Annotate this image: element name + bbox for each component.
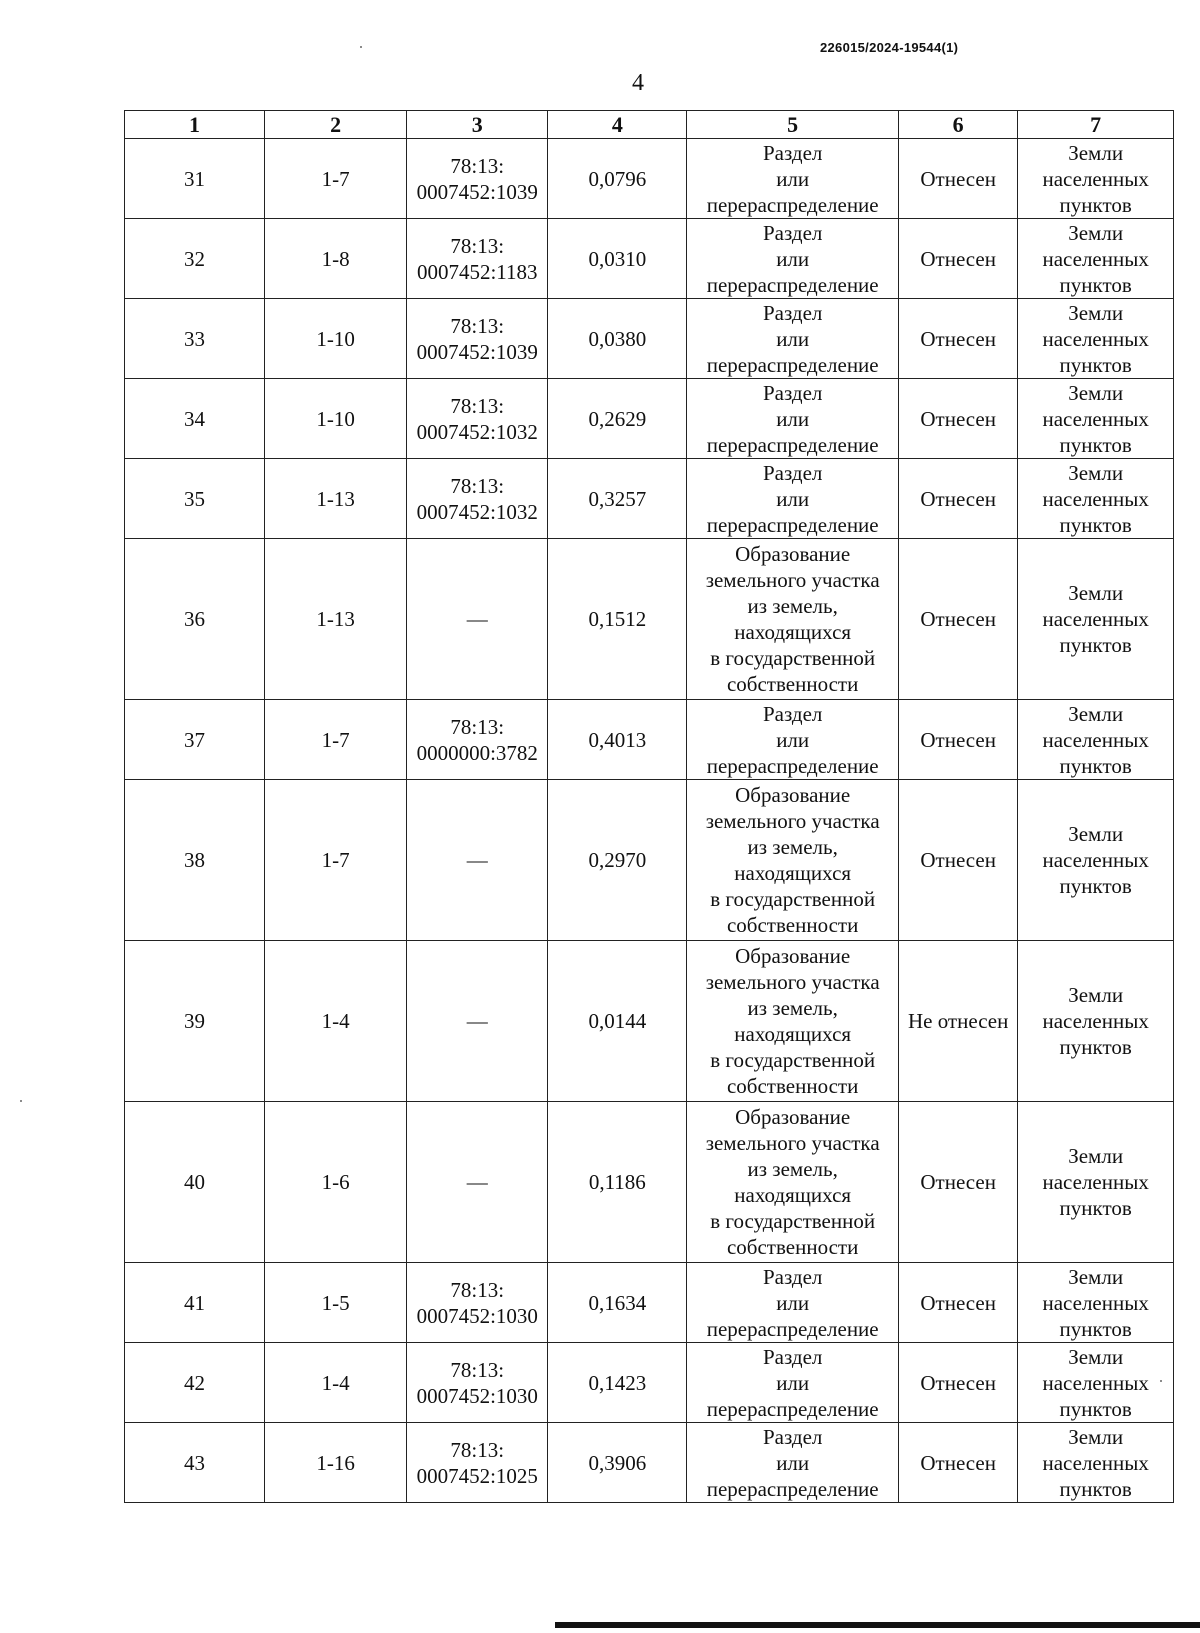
category-line: пунктов	[1059, 192, 1132, 217]
zone-code-cell	[265, 700, 407, 780]
status-text: Отнесен	[920, 607, 996, 631]
category-line: пунктов	[1059, 352, 1132, 377]
area-cell	[548, 700, 687, 780]
category-cell	[1018, 539, 1174, 700]
operation-cell	[687, 700, 899, 780]
cadastral-suffix: 0007452:1032	[416, 499, 538, 524]
zone-code: 1-7	[321, 848, 350, 872]
cadastral-suffix: 0007452:1039	[416, 179, 538, 204]
zone-code: 1-16	[316, 1450, 355, 1475]
category-line: населенных	[1042, 607, 1149, 631]
operation-line: перераспределение	[706, 192, 879, 217]
area-value: 0,0310	[588, 246, 647, 271]
cadastral-number-cell	[407, 1343, 548, 1423]
cadastral-number-cell	[407, 1102, 548, 1263]
status-text: Отнесен	[920, 1370, 996, 1395]
cadastral-suffix: 0007452:1039	[416, 339, 538, 364]
area-cell	[548, 539, 687, 700]
operation-line: Образование	[735, 783, 851, 807]
operation-line: перераспределение	[706, 432, 879, 457]
operation-line: Раздел	[762, 1424, 823, 1449]
category-line: пунктов	[1059, 753, 1132, 778]
operation-line: Раздел	[762, 701, 823, 726]
table-row	[125, 1263, 1174, 1343]
cadastral-prefix: 78:13:	[450, 1357, 505, 1382]
status-text: Отнесен	[920, 727, 996, 752]
status-cell	[899, 1343, 1018, 1423]
zone-code: 1-13	[316, 607, 355, 631]
row-number-cell	[125, 379, 265, 459]
row-number: 31	[184, 166, 206, 191]
operation-line: из земель,	[747, 594, 838, 618]
row-number: 40	[184, 1170, 206, 1194]
operation-line: или	[776, 486, 810, 511]
row-number-cell	[125, 1102, 265, 1263]
cadastral-prefix: 78:13:	[450, 153, 505, 178]
status-cell	[899, 219, 1018, 299]
row-number: 36	[184, 607, 206, 631]
category-line: Земли	[1068, 701, 1124, 726]
status-cell	[899, 459, 1018, 539]
table-row	[125, 219, 1174, 299]
category-line: населенных	[1042, 1290, 1149, 1315]
table-body	[125, 139, 1174, 1503]
operation-line: или	[776, 1450, 810, 1475]
cadastral-prefix: 78:13:	[450, 1437, 505, 1462]
category-line: населенных	[1042, 1370, 1149, 1395]
table-row	[125, 299, 1174, 379]
zone-code-cell	[265, 1102, 407, 1263]
area-cell	[548, 459, 687, 539]
zone-code: 1-4	[321, 1009, 350, 1033]
status-cell	[899, 1263, 1018, 1343]
cadastral-number-cell	[407, 299, 548, 379]
row-number: 41	[184, 1290, 206, 1315]
operation-line: Раздел	[762, 460, 823, 485]
category-cell	[1018, 459, 1174, 539]
operation-line: находящихся	[734, 1022, 852, 1046]
operation-line: в государственной	[710, 887, 876, 911]
category-line: Земли	[1068, 1344, 1124, 1369]
table-row	[125, 539, 1174, 700]
operation-line: перераспределение	[706, 1316, 879, 1341]
operation-cell	[687, 941, 899, 1102]
status-text: Отнесен	[920, 1290, 996, 1315]
cadastral-number-cell	[407, 700, 548, 780]
row-number-cell	[125, 1263, 265, 1343]
scan-speck	[1160, 1380, 1162, 1382]
category-line: пунктов	[1059, 272, 1132, 297]
zone-code: 1-8	[321, 246, 350, 271]
cadastral-suffix: 0000000:3782	[416, 740, 538, 765]
operation-line: или	[776, 166, 810, 191]
status-text: Отнесен	[920, 1450, 996, 1475]
operation-line: собственности	[726, 672, 859, 696]
category-line: населенных	[1042, 486, 1149, 511]
operation-line: или	[776, 1370, 810, 1395]
area-cell	[548, 1343, 687, 1423]
area-value: 0,1634	[588, 1290, 647, 1315]
category-line: пунктов	[1059, 1476, 1132, 1501]
area-value: 0,2970	[588, 848, 647, 872]
operation-line: из земель,	[747, 1157, 838, 1181]
zone-code-cell	[265, 459, 407, 539]
category-line: населенных	[1042, 1009, 1149, 1033]
row-number: 35	[184, 486, 206, 511]
column-header: 6	[899, 111, 1018, 139]
table-row	[125, 780, 1174, 941]
category-line: населенных	[1042, 848, 1149, 872]
cadastral-number-cell	[407, 780, 548, 941]
row-number: 38	[184, 848, 206, 872]
operation-line: Раздел	[762, 220, 823, 245]
operation-line: собственности	[726, 1235, 859, 1259]
zone-code: 1-7	[321, 166, 350, 191]
operation-line: земельного участка	[705, 809, 880, 833]
operation-line: перераспределение	[706, 1476, 879, 1501]
scan-edge-bar	[555, 1622, 1200, 1628]
cadastral-number-cell	[407, 1263, 548, 1343]
category-cell	[1018, 219, 1174, 299]
page-number: 4	[632, 70, 644, 96]
operation-line: перераспределение	[706, 1396, 879, 1421]
area-value: 0,3257	[588, 486, 647, 511]
operation-cell	[687, 1423, 899, 1503]
cadastral-prefix: 78:13:	[450, 393, 505, 418]
area-cell	[548, 139, 687, 219]
row-number: 34	[184, 406, 206, 431]
row-number: 37	[184, 727, 206, 752]
document-number: 226015/2024-19544(1)	[820, 40, 959, 55]
column-header: 5	[687, 111, 899, 139]
column-header: 7	[1018, 111, 1174, 139]
category-line: пунктов	[1059, 1396, 1132, 1421]
operation-line: Образование	[735, 944, 851, 968]
column-header: 2	[265, 111, 407, 139]
category-line: населенных	[1042, 406, 1149, 431]
area-cell	[548, 941, 687, 1102]
operation-line: находящихся	[734, 861, 852, 885]
cadastral-suffix: 0007452:1030	[416, 1303, 538, 1328]
operation-line: перераспределение	[706, 272, 879, 297]
row-number-cell	[125, 700, 265, 780]
category-cell	[1018, 700, 1174, 780]
table-row	[125, 1423, 1174, 1503]
category-cell	[1018, 1423, 1174, 1503]
category-line: населенных	[1042, 166, 1149, 191]
cadastral-number-cell	[407, 459, 548, 539]
category-line: Земли	[1068, 983, 1124, 1007]
operation-line: Раздел	[762, 1264, 823, 1289]
row-number-cell	[125, 780, 265, 941]
operation-line: Образование	[735, 1105, 851, 1129]
area-value: 0,0380	[588, 326, 647, 351]
scan-speck	[360, 46, 362, 48]
cadastral-number-cell	[407, 941, 548, 1102]
status-text: Отнесен	[920, 166, 996, 191]
status-text: Отнесен	[920, 848, 996, 872]
row-number-cell	[125, 1343, 265, 1423]
zone-code: 1-4	[321, 1370, 350, 1395]
cadastral-number-cell	[407, 219, 548, 299]
row-number: 33	[184, 326, 206, 351]
table-row	[125, 1102, 1174, 1263]
area-cell	[548, 1423, 687, 1503]
cadastral-number-cell	[407, 539, 548, 700]
status-cell	[899, 139, 1018, 219]
category-cell	[1018, 1343, 1174, 1423]
category-line: Земли	[1068, 300, 1124, 325]
status-text: Отнесен	[920, 326, 996, 351]
column-header: 3	[407, 111, 548, 139]
row-number: 43	[184, 1450, 206, 1475]
operation-cell	[687, 1102, 899, 1263]
category-line: пунктов	[1059, 512, 1132, 537]
status-cell	[899, 700, 1018, 780]
category-line: Земли	[1068, 460, 1124, 485]
cadastral-number-cell	[407, 1423, 548, 1503]
operation-cell	[687, 1343, 899, 1423]
category-line: пунктов	[1059, 874, 1132, 898]
cadastral-suffix: 0007452:1025	[416, 1463, 538, 1488]
zone-code: 1-6	[321, 1170, 350, 1194]
operation-cell	[687, 780, 899, 941]
category-line: населенных	[1042, 1170, 1149, 1194]
category-cell	[1018, 1263, 1174, 1343]
area-cell	[548, 1263, 687, 1343]
area-value: 0,1186	[588, 1170, 646, 1194]
empty-dash: —	[466, 607, 488, 631]
zone-code-cell	[265, 539, 407, 700]
row-number: 39	[184, 1009, 206, 1033]
category-cell	[1018, 1102, 1174, 1263]
category-cell	[1018, 780, 1174, 941]
row-number-cell	[125, 459, 265, 539]
category-line: Земли	[1068, 380, 1124, 405]
status-text: Отнесен	[920, 486, 996, 511]
category-line: Земли	[1068, 581, 1124, 605]
category-line: населенных	[1042, 1450, 1149, 1475]
zone-code: 1-13	[316, 486, 355, 511]
operation-cell	[687, 219, 899, 299]
operation-cell	[687, 379, 899, 459]
operation-line: Образование	[735, 542, 851, 566]
operation-line: земельного участка	[705, 970, 880, 994]
table-header-row	[125, 111, 1174, 139]
area-value: 0,3906	[588, 1450, 647, 1475]
cadastral-prefix: 78:13:	[450, 233, 505, 258]
zone-code-cell	[265, 139, 407, 219]
row-number-cell	[125, 219, 265, 299]
operation-line: или	[776, 406, 810, 431]
empty-dash: —	[466, 1170, 488, 1194]
zone-code: 1-5	[321, 1290, 350, 1315]
operation-line: Раздел	[762, 380, 823, 405]
category-line: пунктов	[1059, 633, 1132, 657]
cadastral-suffix: 0007452:1032	[416, 419, 538, 444]
area-value: 0,1423	[588, 1370, 647, 1395]
area-value: 0,1512	[588, 607, 647, 631]
category-cell	[1018, 941, 1174, 1102]
land-plots-table	[124, 110, 1174, 1503]
status-cell	[899, 1423, 1018, 1503]
cadastral-prefix: 78:13:	[450, 714, 505, 739]
cadastral-number-cell	[407, 139, 548, 219]
operation-cell	[687, 299, 899, 379]
empty-dash: —	[466, 848, 488, 872]
area-cell	[548, 219, 687, 299]
category-cell	[1018, 299, 1174, 379]
operation-line: из земель,	[747, 835, 838, 859]
status-text: Не отнесен	[907, 1009, 1009, 1033]
category-line: пунктов	[1059, 1035, 1132, 1059]
row-number-cell	[125, 941, 265, 1102]
operation-line: или	[776, 727, 810, 752]
row-number-cell	[125, 539, 265, 700]
zone-code-cell	[265, 941, 407, 1102]
status-cell	[899, 1102, 1018, 1263]
operation-line: Раздел	[762, 140, 823, 165]
area-cell	[548, 780, 687, 941]
zone-code-cell	[265, 780, 407, 941]
area-value: 0,0144	[588, 1009, 647, 1033]
status-cell	[899, 299, 1018, 379]
operation-line: или	[776, 246, 810, 271]
cadastral-suffix: 0007452:1183	[416, 259, 538, 284]
zone-code-cell	[265, 1423, 407, 1503]
area-value: 0,2629	[588, 406, 647, 431]
category-line: Земли	[1068, 822, 1124, 846]
category-line: пунктов	[1059, 432, 1132, 457]
row-number-cell	[125, 1423, 265, 1503]
cadastral-prefix: 78:13:	[450, 473, 505, 498]
operation-line: земельного участка	[705, 568, 880, 592]
operation-line: перераспределение	[706, 352, 879, 377]
cadastral-prefix: 78:13:	[450, 1277, 505, 1302]
operation-line: Раздел	[762, 1344, 823, 1369]
status-cell	[899, 379, 1018, 459]
operation-line: из земель,	[747, 996, 838, 1020]
table-row	[125, 379, 1174, 459]
table-row	[125, 941, 1174, 1102]
category-line: Земли	[1068, 1144, 1124, 1168]
zone-code-cell	[265, 1263, 407, 1343]
area-value: 0,4013	[588, 727, 647, 752]
zone-code: 1-7	[321, 727, 350, 752]
cadastral-prefix: 78:13:	[450, 313, 505, 338]
operation-line: перераспределение	[706, 753, 879, 778]
category-line: Земли	[1068, 1424, 1124, 1449]
operation-cell	[687, 139, 899, 219]
operation-cell	[687, 459, 899, 539]
row-number-cell	[125, 299, 265, 379]
category-cell	[1018, 379, 1174, 459]
status-text: Отнесен	[920, 1170, 996, 1194]
category-line: населенных	[1042, 326, 1149, 351]
area-value: 0,0796	[588, 166, 647, 191]
category-line: Земли	[1068, 220, 1124, 245]
zone-code: 1-10	[316, 326, 355, 351]
operation-line: в государственной	[710, 1048, 876, 1072]
category-cell	[1018, 139, 1174, 219]
area-cell	[548, 379, 687, 459]
status-cell	[899, 780, 1018, 941]
table-row	[125, 700, 1174, 780]
zone-code-cell	[265, 219, 407, 299]
operation-line: или	[776, 1290, 810, 1315]
zone-code: 1-10	[316, 406, 355, 431]
category-line: пунктов	[1059, 1316, 1132, 1341]
operation-line: перераспределение	[706, 512, 879, 537]
operation-line: собственности	[726, 913, 859, 937]
area-cell	[548, 299, 687, 379]
area-cell	[548, 1102, 687, 1263]
operation-cell	[687, 539, 899, 700]
status-cell	[899, 539, 1018, 700]
category-line: населенных	[1042, 727, 1149, 752]
table-row	[125, 1343, 1174, 1423]
cadastral-number-cell	[407, 379, 548, 459]
status-text: Отнесен	[920, 406, 996, 431]
zone-code-cell	[265, 379, 407, 459]
column-header: 1	[125, 111, 265, 139]
empty-dash: —	[466, 1009, 488, 1033]
scan-speck	[20, 1100, 22, 1102]
operation-line: Раздел	[762, 300, 823, 325]
zone-code-cell	[265, 299, 407, 379]
category-line: Земли	[1068, 1264, 1124, 1289]
operation-line: или	[776, 326, 810, 351]
row-number-cell	[125, 139, 265, 219]
category-line: пунктов	[1059, 1196, 1132, 1220]
operation-line: в государственной	[710, 1209, 876, 1233]
operation-line: в государственной	[710, 646, 876, 670]
zone-code-cell	[265, 1343, 407, 1423]
operation-line: находящихся	[734, 620, 852, 644]
cadastral-suffix: 0007452:1030	[416, 1383, 538, 1408]
table-row	[125, 459, 1174, 539]
operation-line: находящихся	[734, 1183, 852, 1207]
row-number: 32	[184, 246, 206, 271]
row-number: 42	[184, 1370, 206, 1395]
operation-line: собственности	[726, 1074, 859, 1098]
category-line: Земли	[1068, 140, 1124, 165]
table-row	[125, 139, 1174, 219]
status-cell	[899, 941, 1018, 1102]
operation-line: земельного участка	[705, 1131, 880, 1155]
category-line: населенных	[1042, 246, 1149, 271]
operation-cell	[687, 1263, 899, 1343]
column-header: 4	[548, 111, 687, 139]
status-text: Отнесен	[920, 246, 996, 271]
